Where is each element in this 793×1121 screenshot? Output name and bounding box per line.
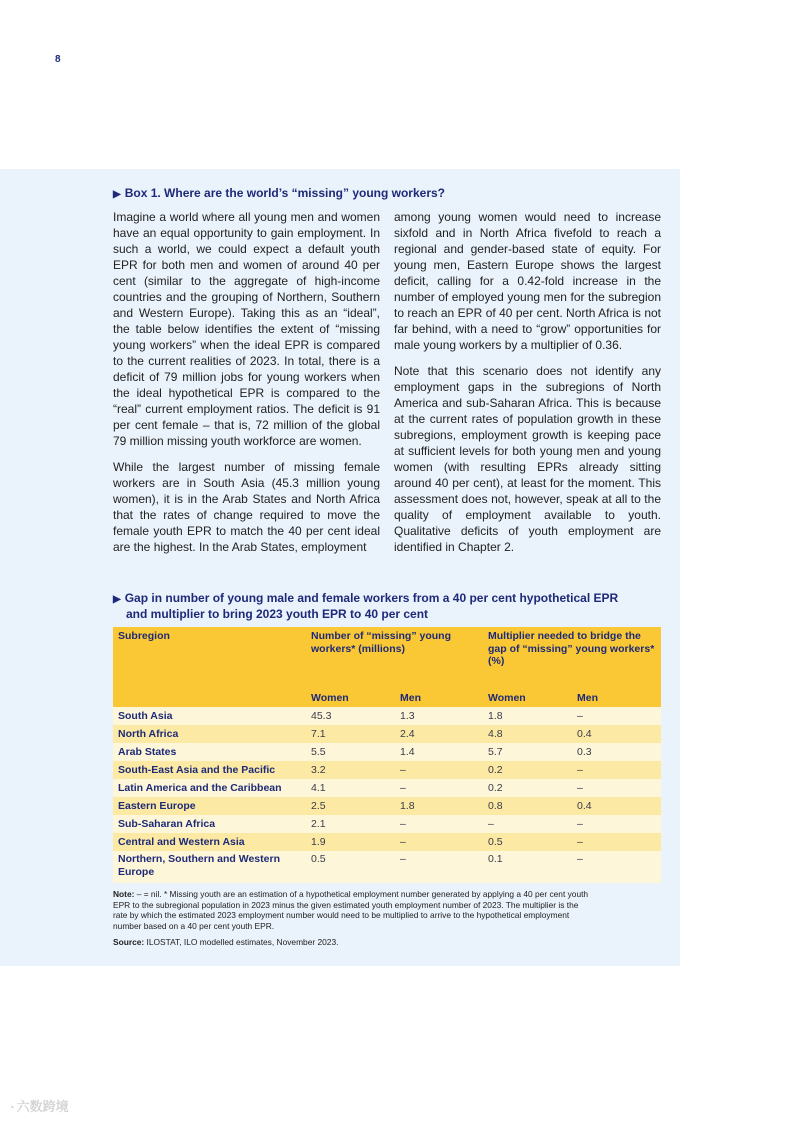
missing-men-cell: 1.8 <box>395 797 483 815</box>
region-cell: North Africa <box>113 725 306 743</box>
table-row <box>113 779 661 797</box>
table-row <box>113 725 661 743</box>
header-missing-workers: Number of “missing” young workers* (millions) <box>306 627 483 688</box>
table-row <box>113 707 661 725</box>
region-cell: South Asia <box>113 707 306 725</box>
region-cell: Latin America and the Caribbean <box>113 779 306 797</box>
missing-men-cell: – <box>395 761 483 779</box>
multiplier-men-cell: – <box>572 707 661 725</box>
table-row <box>113 833 661 851</box>
triangle-bullet-icon: ▶ <box>113 189 121 200</box>
box-right-column <box>394 209 661 565</box>
multiplier-women-cell: – <box>483 815 572 833</box>
multiplier-men-cell: – <box>572 851 661 883</box>
missing-men-cell: – <box>395 851 483 883</box>
note-text: – = nil. * Missing youth are an estimation of a hypothetical employment number generated by applying a 40 per cent youth EPR to the subregional population in 2023 minus the given estimated youth employment number of 2023. The multiplier is the rate by which the estimated 2023 employment number would need to be multiplied to arrive to the hypothetical employment number based on a 40 per cent youth EPR. <box>113 889 589 931</box>
region-cell: Arab States <box>113 743 306 761</box>
multiplier-men-cell: 0.4 <box>572 797 661 815</box>
table-row <box>113 743 661 761</box>
multiplier-men-cell: 0.3 <box>572 743 661 761</box>
table-title-line1: Gap in number of young male and female workers from a 40 per cent hypothetical EPR <box>124 591 619 605</box>
multiplier-women-cell: 5.7 <box>483 743 572 761</box>
region-cell: South-East Asia and the Pacific <box>113 761 306 779</box>
missing-men-cell: – <box>395 833 483 851</box>
multiplier-women-cell: 0.8 <box>483 797 572 815</box>
table-title-line2: and multiplier to bring 2023 youth EPR to 40 per cent <box>126 607 429 621</box>
watermark <box>8 1096 69 1115</box>
table-row <box>113 815 661 833</box>
table-source <box>113 937 338 947</box>
header-women: Women <box>483 688 572 707</box>
missing-men-cell: 2.4 <box>395 725 483 743</box>
table-title <box>113 591 618 621</box>
missing-women-cell: 4.1 <box>306 779 395 797</box>
missing-women-cell: 2.5 <box>306 797 395 815</box>
missing-men-cell: 1.3 <box>395 707 483 725</box>
region-cell: Sub-Saharan Africa <box>113 815 306 833</box>
page-number: 8 <box>55 54 61 65</box>
header-multiplier: Multiplier needed to bridge the gap of “missing” young workers* (%) <box>483 627 661 688</box>
gap-table <box>113 627 661 883</box>
source-label: Source: <box>113 937 145 947</box>
missing-women-cell: 5.5 <box>306 743 395 761</box>
header-men: Men <box>572 688 661 707</box>
missing-women-cell: 2.1 <box>306 815 395 833</box>
region-cell: Central and Western Asia <box>113 833 306 851</box>
multiplier-men-cell: – <box>572 815 661 833</box>
paragraph: among young women would need to increase sixfold and in North Africa fivefold to reach a regional and gender-based state of equity. For young men, Eastern Europe shows the largest deficit, calling for a 0.42-fold increase in the number of employed young men for the subregion to reach an EPR of 40 per cent. North Africa is not far behind, with a need to “grow” opportunities for male young workers by a multiplier of 0.36. <box>394 210 661 352</box>
missing-women-cell: 0.5 <box>306 851 395 883</box>
multiplier-men-cell: – <box>572 779 661 797</box>
multiplier-women-cell: 1.8 <box>483 707 572 725</box>
missing-women-cell: 7.1 <box>306 725 395 743</box>
box-title-text: Box 1. Where are the world’s “missing” young workers? <box>124 186 445 200</box>
table-row <box>113 761 661 779</box>
missing-men-cell: – <box>395 779 483 797</box>
table-row <box>113 851 661 883</box>
missing-men-cell: 1.4 <box>395 743 483 761</box>
multiplier-men-cell: 0.4 <box>572 725 661 743</box>
multiplier-men-cell: – <box>572 761 661 779</box>
missing-men-cell: – <box>395 815 483 833</box>
paragraph: Note that this scenario does not identify any employment gaps in the subregions of North America and sub-Saharan Africa. This is because at the current rates of population growth in these subregions, employment growth is keeping pace at sufficient levels for both young men and young women (with resulting EPRs already sitting around 40 per cent), at least for the moment. This assessment does not, however, speak at all to the quality of employment available to youth. Qualitative deficits of youth employment are identified in Chapter 2. <box>394 364 661 554</box>
multiplier-women-cell: 0.2 <box>483 779 572 797</box>
header-blank <box>113 688 306 707</box>
box-title <box>113 186 445 200</box>
missing-women-cell: 1.9 <box>306 833 395 851</box>
region-cell: Northern, Southern and Western Europe <box>113 851 306 883</box>
multiplier-women-cell: 0.5 <box>483 833 572 851</box>
table-note <box>113 889 593 931</box>
paragraph: While the largest number of missing female workers are in South Asia (45.3 million young women), it is in the Arab States and North Africa that the rates of change required to move the female youth EPR to match the 40 per cent ideal are the highest. In the Arab States, employment <box>113 460 380 554</box>
box-left-column <box>113 209 380 565</box>
missing-women-cell: 45.3 <box>306 707 395 725</box>
triangle-bullet-icon: ▶ <box>113 594 121 605</box>
header-subregion: Subregion <box>113 627 306 688</box>
region-cell: Eastern Europe <box>113 797 306 815</box>
watermark-logo-icon: ◔ <box>8 1102 15 1114</box>
note-label: Note: <box>113 889 135 899</box>
multiplier-women-cell: 4.8 <box>483 725 572 743</box>
multiplier-women-cell: 0.2 <box>483 761 572 779</box>
watermark-text: 六数跨境 <box>16 1099 69 1114</box>
paragraph: Imagine a world where all young men and women have an equal opportunity to gain employment. In such a world, we could expect a default youth EPR for both men and women of around 40 per cent (similar to the aggregate of high-income countries and the grouping of Northern, Southern and Western Europe). Taking this as an “ideal”, the table below identifies the extent of “missing young workers” when the ideal EPR is compared to the current realities of 2023. In total, there is a deficit of 79 million jobs for young workers when the ideal hypothetical EPR is compared to the “real” current employment ratios. The deficit is 91 per cent female – that is, 72 million of the global 79 million missing youth workforce are women. <box>113 210 380 448</box>
multiplier-men-cell: – <box>572 833 661 851</box>
missing-women-cell: 3.2 <box>306 761 395 779</box>
header-men: Men <box>395 688 483 707</box>
multiplier-women-cell: 0.1 <box>483 851 572 883</box>
source-text: ILOSTAT, ILO modelled estimates, November 2023. <box>144 937 339 947</box>
header-women: Women <box>306 688 395 707</box>
table-row <box>113 797 661 815</box>
